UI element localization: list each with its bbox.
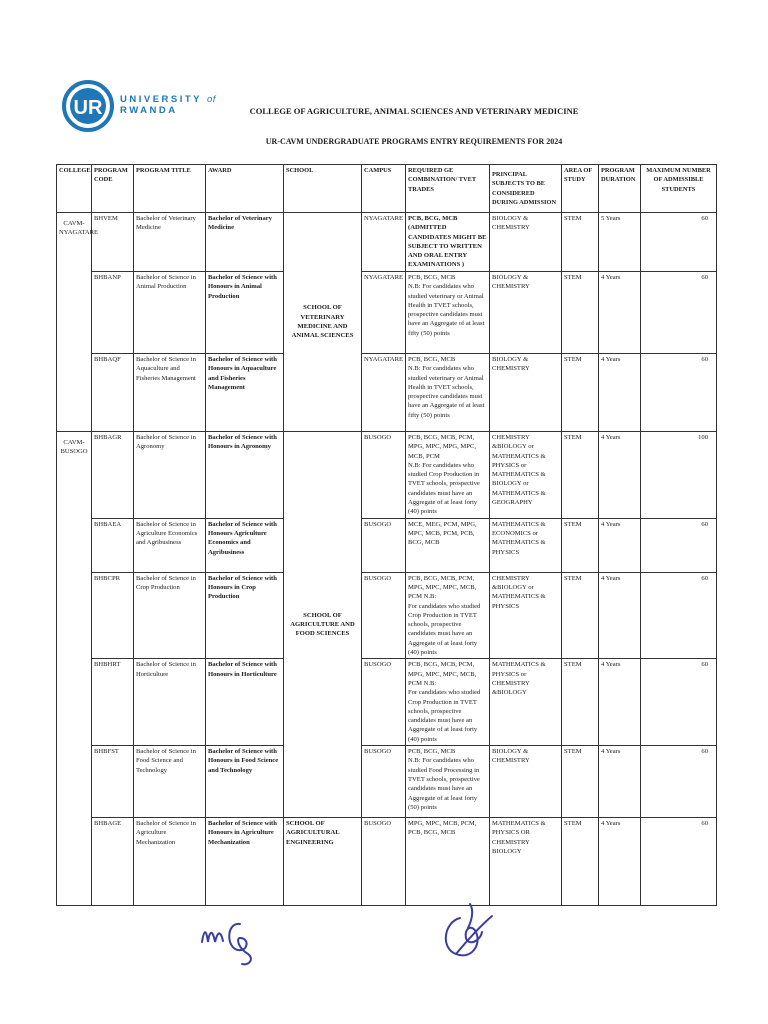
- table-row: [57, 572, 717, 659]
- school-cell: SCHOOL OF AGRICULTURAL ENGINEERING: [284, 818, 362, 906]
- required-combination-cell: [406, 272, 490, 354]
- area-of-study: STEM: [562, 518, 599, 572]
- duration: 4 Years: [599, 818, 641, 906]
- area-of-study: STEM: [562, 572, 599, 659]
- award: Bachelor of Veterinary Medicine: [206, 213, 284, 272]
- max-students: 100: [641, 432, 717, 519]
- area-of-study: STEM: [562, 213, 599, 272]
- table-row: [57, 746, 717, 818]
- award: Bachelor of Science with Honours in Agronomy: [206, 432, 284, 519]
- table-row: [57, 818, 717, 906]
- area-of-study: STEM: [562, 432, 599, 519]
- max-students: 60: [641, 746, 717, 818]
- program-title: Bachelor of Science in Aquaculture and Fisheries Management: [134, 354, 206, 432]
- required-combination-cell: [406, 432, 490, 519]
- program-code: BHBAQF: [92, 354, 134, 432]
- program-title: Bachelor of Science in Agronomy: [134, 432, 206, 519]
- principal-subjects: BIOLOGY & CHEMISTRY: [490, 213, 562, 272]
- requirement-note: N.B: For candidates who studied Food Processing in TVET schools, prospective candidates must have an Aggregate of at least forty (50) points: [408, 757, 480, 811]
- duration: 4 Years: [599, 746, 641, 818]
- col-header: PROGRAM TITLE: [134, 165, 206, 213]
- program-title: Bachelor of Science in Agriculture Economics and Agribusiness: [134, 518, 206, 572]
- school-cell: SCHOOL OF VETERINARY MEDICINE AND ANIMAL SCIENCES: [284, 213, 362, 432]
- program-title: Bachelor of Science in Food Science and Technology: [134, 746, 206, 818]
- col-header: COLLEGE: [57, 165, 92, 213]
- required-combination: PCB, BCG, MCB: [408, 748, 456, 756]
- col-header: REQUIRED GE COMBINATION/ TVET TRADES: [406, 165, 490, 213]
- max-students: 60: [641, 572, 717, 659]
- program-title: Bachelor of Science in Agriculture Mechanization: [134, 818, 206, 906]
- document-title: UR-CAVM UNDERGRADUATE PROGRAMS ENTRY REQUIREMENTS FOR 2024: [265, 137, 563, 146]
- required-combination-cell: [406, 659, 490, 746]
- max-students: 60: [641, 354, 717, 432]
- campus: BUSOGO: [362, 659, 406, 746]
- col-header: MAXIMUM NUMBER OF ADMISSIBLE STUDENTS: [641, 165, 717, 213]
- table-row: [57, 354, 717, 432]
- award: Bachelor of Science with Honours in Horticulture: [206, 659, 284, 746]
- award: Bachelor of Science with Honours Agriculture Economics and Agribusiness: [206, 518, 284, 572]
- program-code: BHBFST: [92, 746, 134, 818]
- award: Bachelor of Science with Honours in Food Science and Technology: [206, 746, 284, 818]
- required-combination: PCB, BCG, MCB: [408, 356, 456, 363]
- required-combination-cell: [406, 746, 490, 818]
- campus: NYAGATARE: [362, 354, 406, 432]
- program-code: BHBAGE: [92, 818, 134, 906]
- col-header: SCHOOL: [284, 165, 362, 213]
- duration: 4 Years: [599, 572, 641, 659]
- award: Bachelor of Science with Honours in Crop Production: [206, 572, 284, 659]
- college-cell: CAVM-BUSOGO: [57, 432, 92, 906]
- campus: BUSOGO: [362, 432, 406, 519]
- college-title: COLLEGE OF AGRICULTURE, ANIMAL SCIENCES AND VETERINARY MEDICINE: [249, 106, 579, 116]
- program-code: BHBANP: [92, 272, 134, 354]
- duration: 4 Years: [599, 518, 641, 572]
- duration: 4 Years: [599, 432, 641, 519]
- duration: 5 Years: [599, 213, 641, 272]
- max-students: 60: [641, 518, 717, 572]
- col-header: PRINCIPAL SUBJECTS TO BE CONSIDERED DURING ADMISSION: [490, 165, 562, 213]
- duration: 4 Years: [599, 272, 641, 354]
- required-combination: PCB, BCG, MCB, PCM, MPG, MPC, MPC, MCB, PCM N.B:: [408, 574, 477, 601]
- college-cell: CAVM-NYAGATARE: [57, 213, 92, 432]
- logo-of: of: [206, 94, 216, 105]
- award: Bachelor of Science with Honours in Agriculture Mechanization: [206, 818, 284, 906]
- table-row: [57, 432, 717, 519]
- program-title: Bachelor of Science in Horticulture: [134, 659, 206, 746]
- required-combination-cell: [406, 354, 490, 432]
- required-combination: MPG, MPC, MCB, PCM, PCB, BCG, MCB: [406, 818, 490, 906]
- program-code: BHBCPR: [92, 572, 134, 659]
- program-code: BHBHRT: [92, 659, 134, 746]
- requirement-note: N.B: For candidates who studied veterinary or Animal Health in TVET schools, prospective candidates must have an Aggregate of at least fifty (50) points: [408, 365, 485, 419]
- table-header-row: [57, 165, 717, 213]
- requirement-note: N.B: For candidates who studied Crop Production in TVET schools, prospective candidates must have an Aggregate of at least forty (40) points: [408, 461, 480, 516]
- principal-subjects: MATHEMATICS & PHYSICS or CHEMISTRY &BIOLOGY: [490, 659, 562, 746]
- required-combination: PCB, BCG, MCB: [408, 274, 456, 281]
- campus: BUSOGO: [362, 572, 406, 659]
- principal-subjects: MATHEMATICS & PHYSICS OR CHEMISTRY BIOLOGY: [490, 818, 562, 906]
- max-students: 60: [641, 659, 717, 746]
- duration: 4 Years: [599, 354, 641, 432]
- program-title: Bachelor of Science in Animal Production: [134, 272, 206, 354]
- award: Bachelor of Science with Honours in Animal Production: [206, 272, 284, 354]
- principal-subjects: MATHEMATICS & ECONOMICS or MATHEMATICS & PHYSICS: [490, 518, 562, 572]
- required-combination-cell: [406, 572, 490, 659]
- area-of-study: STEM: [562, 818, 599, 906]
- principal-subjects: CHEMISTRY &BIOLOGY or MATHEMATICS & PHYSICS or MATHEMATICS & BIOLOGY or MATHEMATICS & GEOGRAPHY: [490, 432, 562, 519]
- max-students: 60: [641, 213, 717, 272]
- requirement-note: For candidates who studied Crop Production in TVET schools, prospective candidates must have an Aggregate of at least forty (40) points: [408, 602, 481, 657]
- col-header: PROGRAM CODE: [92, 165, 134, 213]
- handwritten-signature-left: [196, 908, 266, 968]
- entry-requirements-table: [56, 164, 717, 906]
- table-row: [57, 272, 717, 354]
- principal-subjects: BIOLOGY & CHEMISTRY: [490, 746, 562, 818]
- program-code: BHVEM: [92, 213, 134, 272]
- required-combination: PCB, BCG, MCB, PCM, MPG, MPC, MPC, MCB, PCM N.B:: [408, 661, 477, 687]
- campus: BUSOGO: [362, 518, 406, 572]
- col-header: PROGRAM DURATION: [599, 165, 641, 213]
- table-row: [57, 213, 717, 272]
- duration: 4 Years: [599, 659, 641, 746]
- area-of-study: STEM: [562, 272, 599, 354]
- ur-monogram: UR: [73, 97, 103, 119]
- requirement-note: For candidates who studied Crop Production in TVET schools, prospective candidates must have an Aggregate of at least forty (40) points: [408, 689, 481, 743]
- school-cell: SCHOOL OF AGRICULTURE AND FOOD SCIENCES: [284, 432, 362, 818]
- required-combination: PCB, BCG, MCB (ADMITTED CANDIDATES MIGHT BE SUBJECT TO WRITTEN AND ORAL ENTRY EXAMINATIONS ): [406, 213, 490, 272]
- requirement-note: N.B: For candidates who studied veterinary or Animal Health in TVET schools, prospective candidates must have an Aggregate of at least fifty (50) points: [408, 283, 485, 337]
- logo-rwanda: RWANDA: [120, 105, 178, 116]
- principal-subjects: BIOLOGY & CHEMISTRY: [490, 272, 562, 354]
- program-title: Bachelor of Veterinary Medicine: [134, 213, 206, 272]
- award: Bachelor of Science with Honours in Aquaculture and Fisheries Management: [206, 354, 284, 432]
- max-students: 60: [641, 818, 717, 906]
- col-header: CAMPUS: [362, 165, 406, 213]
- max-students: 60: [641, 272, 717, 354]
- required-combination: PCB, BCG, MCB, PCM, MPG, MPC, MPG, MPC, MCB, PCM: [408, 434, 476, 460]
- logo-university: UNIVERSITY: [120, 94, 202, 105]
- program-code: BHBAEA: [92, 518, 134, 572]
- area-of-study: STEM: [562, 659, 599, 746]
- program-code: BHBAGR: [92, 432, 134, 519]
- table-row: [57, 518, 717, 572]
- handwritten-signature-right: [430, 898, 510, 968]
- campus: NYAGATARE: [362, 213, 406, 272]
- campus: BUSOGO: [362, 746, 406, 818]
- col-header: AREA OF STUDY: [562, 165, 599, 213]
- campus: NYAGATARE: [362, 272, 406, 354]
- principal-subjects: BIOLOGY & CHEMISTRY: [490, 354, 562, 432]
- principal-subjects: CHEMISTRY &BIOLOGY or MATHEMATICS & PHYSICS: [490, 572, 562, 659]
- area-of-study: STEM: [562, 746, 599, 818]
- campus: BUSOGO: [362, 818, 406, 906]
- area-of-study: STEM: [562, 354, 599, 432]
- required-combination: MCE, MEG, PCM, MPG, MPC, MCB, PCM, PCB, BCG, MCB: [406, 518, 490, 572]
- col-header: AWARD: [206, 165, 284, 213]
- program-title: Bachelor of Science in Crop Production: [134, 572, 206, 659]
- table-row: [57, 659, 717, 746]
